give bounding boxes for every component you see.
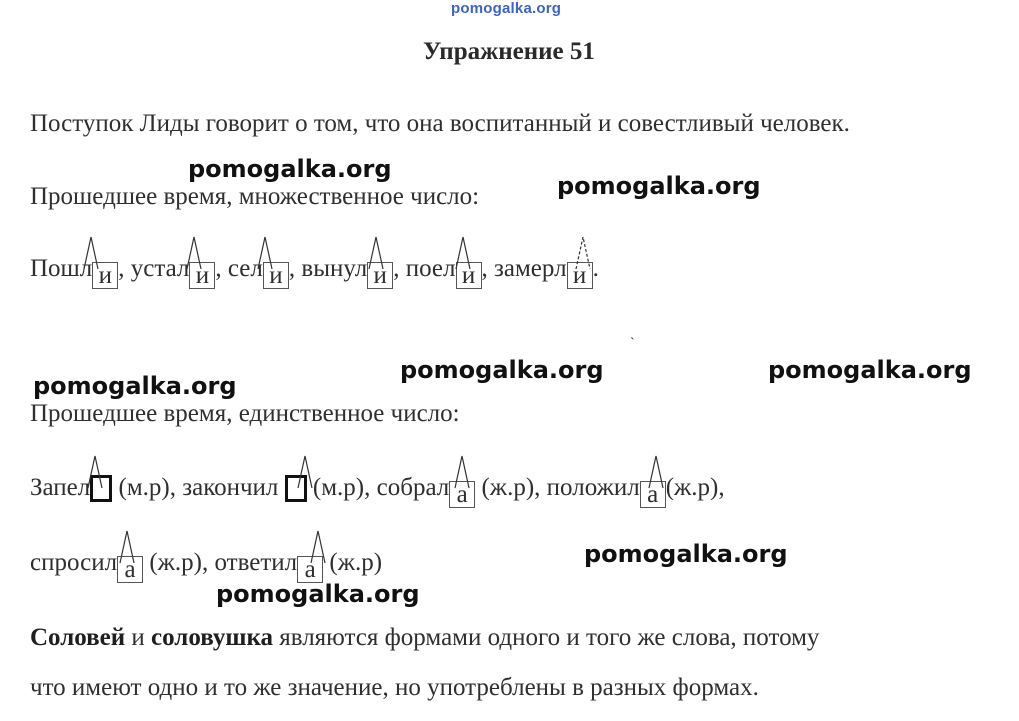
- separator: ,: [364, 474, 377, 501]
- term-solovushka: соловушка: [151, 624, 273, 651]
- separator: ,: [534, 474, 547, 501]
- singular-verbs-line-2: [30, 549, 382, 583]
- ending-box: и: [567, 262, 593, 289]
- stem-caret-icon: [367, 235, 385, 271]
- verb-plural: [406, 255, 482, 289]
- stem-caret-icon: [82, 235, 100, 271]
- stem-caret-icon: [454, 235, 472, 271]
- watermark: pomogalka.org: [188, 155, 392, 183]
- watermark: pomogalka.org: [584, 540, 788, 568]
- conclusion-line-2: что имеют одно и то же значение, но употреблены в разных формах.: [30, 674, 759, 701]
- ending-box: и: [263, 262, 289, 289]
- ending-box: а: [449, 481, 475, 508]
- verb-singular: [30, 474, 112, 502]
- separator: ,: [169, 474, 183, 501]
- separator: .: [592, 255, 599, 282]
- verb-stem: положил: [546, 474, 640, 501]
- verb-stem: поел: [405, 255, 456, 282]
- verb-stem: вынул: [301, 255, 368, 282]
- verb-plural: [228, 255, 289, 289]
- term-solovey: Соловей: [30, 624, 126, 651]
- gender-note: (ж.р): [149, 549, 202, 576]
- stem-caret-icon: [574, 235, 592, 271]
- verb-plural: [131, 255, 216, 289]
- gender-note: (ж.р): [481, 474, 535, 501]
- watermark: pomogalka.org: [400, 356, 604, 384]
- verb-stem: ответил: [214, 549, 298, 576]
- ending-box: а: [640, 481, 666, 508]
- conclusion-text: являются формами одного и того же слова, потому: [272, 624, 820, 651]
- gender-note: (м.р): [312, 474, 365, 501]
- verb-singular: [377, 474, 476, 508]
- stem-caret-icon: [296, 454, 314, 490]
- verb-plural: [301, 255, 393, 289]
- ending-box: а: [297, 556, 323, 583]
- gender-note: (м.р): [118, 474, 170, 501]
- verb-stem: сел: [227, 255, 263, 282]
- ending-box: а: [117, 556, 143, 583]
- separator: ,: [215, 255, 228, 282]
- watermark: pomogalka.org: [768, 356, 972, 384]
- stray-mark: `: [630, 336, 635, 351]
- verb-plural: [494, 255, 593, 289]
- conjunction: и: [125, 624, 152, 651]
- paragraph-lida: Поступок Лиды говорит о том, что она воспитанный и совестливый человек.: [30, 110, 850, 137]
- verb-stem: Запел: [30, 474, 91, 501]
- separator: ,: [118, 255, 131, 282]
- ending-box: и: [189, 262, 215, 289]
- stem-caret-icon: [256, 235, 274, 271]
- watermark: pomogalka.org: [557, 172, 761, 200]
- ending-box: и: [367, 262, 393, 289]
- separator: ,: [393, 255, 406, 282]
- separator: ,: [718, 474, 725, 501]
- gender-note: (ж.р): [329, 549, 383, 576]
- verb-plural: [30, 255, 118, 289]
- stem-caret-icon: [309, 529, 327, 565]
- stem-caret-icon: [647, 454, 665, 490]
- top-watermark: pomogalka.org: [451, 0, 562, 17]
- verb-singular: [30, 549, 143, 583]
- verb-stem: закончил: [182, 474, 279, 501]
- verb-stem: спросил: [30, 549, 118, 576]
- heading-singular: Прошедшее время, единственное число:: [30, 400, 460, 427]
- verb-singular: [547, 474, 666, 508]
- singular-verbs-line-1: [30, 474, 725, 508]
- conclusion-line-1: [30, 624, 819, 652]
- stem-caret-icon: [118, 529, 136, 565]
- plural-verbs-line: [30, 255, 599, 289]
- verb-stem: замерл: [494, 255, 567, 282]
- separator: ,: [288, 255, 302, 282]
- verb-singular: [215, 549, 324, 583]
- verb-singular: [182, 474, 306, 502]
- heading-plural: Прошедшее время, множественное число:: [30, 183, 480, 210]
- verb-stem: устал: [130, 255, 190, 282]
- ending-box: и: [92, 262, 118, 289]
- verb-stem: Пошл: [30, 255, 93, 282]
- separator: ,: [202, 549, 215, 576]
- watermark: pomogalka.org: [216, 580, 420, 608]
- verb-stem: собрал: [376, 474, 450, 501]
- ending-box: и: [456, 262, 482, 289]
- exercise-title: Упражнение 51: [423, 38, 595, 65]
- stem-caret-icon: [185, 235, 203, 271]
- stem-caret-icon: [86, 454, 104, 490]
- separator: ,: [481, 255, 495, 282]
- gender-note: (ж.р): [665, 474, 719, 501]
- watermark: pomogalka.org: [33, 372, 237, 400]
- stem-caret-icon: [453, 454, 471, 490]
